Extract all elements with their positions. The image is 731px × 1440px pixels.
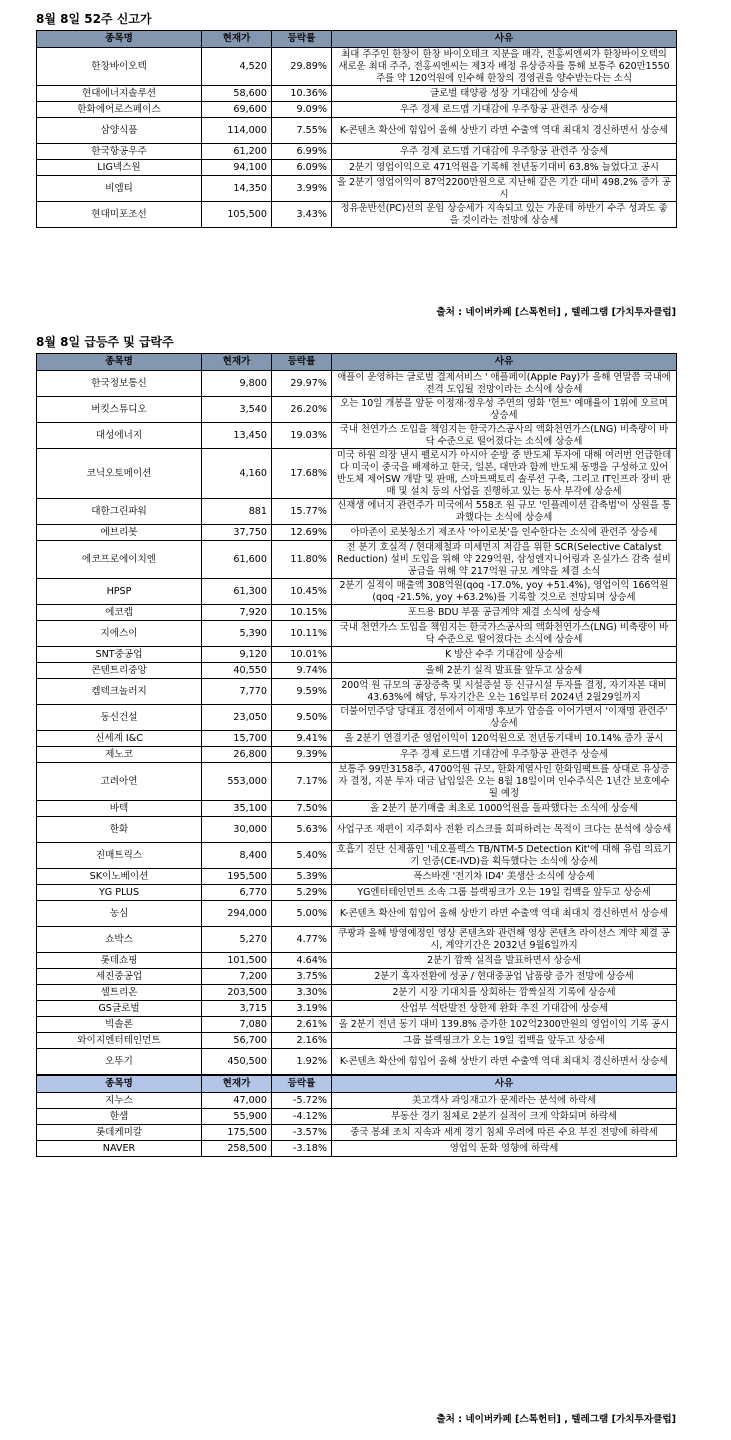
column-header-name: 종목명	[37, 31, 202, 48]
cell-name: 비엠티	[37, 176, 202, 202]
cell-name: 한화에어로스페이스	[37, 102, 202, 118]
cell-rate: 17.68%	[272, 449, 332, 499]
cell-rate: 5.29%	[272, 885, 332, 901]
cell-reason: 애플이 운영하는 글로벌 결제서비스 ' 애플페이(Apple Pay)가 올해 연말쯤 국내에 전격 도입될 전망이라는 소식에 상승세	[332, 371, 677, 397]
cell-reason: 중국 봉쇄 조치 지속과 세계 경기 침체 우려에 따른 수요 부진 전망에 하락세	[332, 1125, 677, 1141]
cell-name: LIG넥스원	[37, 160, 202, 176]
cell-rate: 5.40%	[272, 843, 332, 869]
cell-reason: 200억 원 규모의 공장증축 및 시설증설 등 신규시설 투자를 결정, 자기자본 대비 43.63%에 해당, 투자기간은 오는 16일부터 2024년 2월29일까지	[332, 679, 677, 705]
cell-rate: 2.61%	[272, 1017, 332, 1033]
cell-reason: 신재생 에너지 관련주가 미국에서 558조 원 규모 '인플레이션 감축법'이 상원을 통과했다는 소식에 상승세	[332, 499, 677, 525]
cell-name: 켐텍크놀러지	[37, 679, 202, 705]
cell-price: 13,450	[202, 423, 272, 449]
cell-name: 농심	[37, 901, 202, 927]
cell-price: 4,520	[202, 48, 272, 86]
cell-reason: 쿠팡과 올해 방영예정인 영상 콘텐츠와 관련해 영상 콘텐츠 라이선스 계약 체결 공시, 계약기간은 2032년 9월6일까지	[332, 927, 677, 953]
cell-price: 4,160	[202, 449, 272, 499]
cell-rate: 10.15%	[272, 605, 332, 621]
cell-price: 26,800	[202, 747, 272, 763]
table-row	[37, 663, 677, 679]
table-row	[37, 579, 677, 605]
cell-price: 553,000	[202, 763, 272, 801]
cell-name: SNT중공업	[37, 647, 202, 663]
table-row	[37, 1093, 677, 1109]
cell-price: 30,000	[202, 817, 272, 843]
cell-reason: 산업부 석탄발전 상한제 완화 추진 기대감에 상승세	[332, 1001, 677, 1017]
cell-rate: 7.50%	[272, 801, 332, 817]
cell-price: 58,600	[202, 86, 272, 102]
cell-name: YG PLUS	[37, 885, 202, 901]
section2-title: 8월 8일 급등주 및 급락주	[36, 335, 174, 349]
new-high-table-section	[36, 30, 676, 228]
cell-reason: 국내 천연가스 도입을 책임지는 한국가스공사의 액화천연가스(LNG) 비축량이 바닥 수준으로 떨어졌다는 소식에 상승세	[332, 621, 677, 647]
movers-table-section	[36, 353, 676, 1157]
cell-reason: 영업익 둔화 영향에 하락세	[332, 1141, 677, 1157]
cell-name: 한샘	[37, 1109, 202, 1125]
cell-rate: 5.00%	[272, 901, 332, 927]
cell-name: 진매트릭스	[37, 843, 202, 869]
cell-price: 69,600	[202, 102, 272, 118]
cell-reason: 정유운반선(PC)선의 운임 상승세가 지속되고 있는 가운데 하반기 수주 성과도 좋을 것이라는 전망에 상승세	[332, 202, 677, 228]
cell-name: NAVER	[37, 1141, 202, 1157]
cell-reason: 2분기 깜짝 실적을 발표하면서 상승세	[332, 953, 677, 969]
cell-price: 9,800	[202, 371, 272, 397]
cell-price: 5,390	[202, 621, 272, 647]
cell-name: 삼양식품	[37, 118, 202, 144]
cell-rate: 7.55%	[272, 118, 332, 144]
cell-reason: 오는 10일 개봉을 앞둔 이정재·정우성 주연의 영화 '헌트' 예매율이 1위에 오르며 상승세	[332, 397, 677, 423]
cell-reason: 2분기 시장 기대치를 상회하는 깜짝실적 기록에 상승세	[332, 985, 677, 1001]
table-row	[37, 869, 677, 885]
cell-rate: 12.69%	[272, 525, 332, 541]
cell-reason: 더불어민주당 당대표 경선에서 이재명 후보가 압승을 이어가면서 '이재명 관련주' 상승세	[332, 705, 677, 731]
column-header-name: 종목명	[37, 354, 202, 371]
table-row	[37, 144, 677, 160]
cell-name: SK이노베이션	[37, 869, 202, 885]
cell-name: 제노코	[37, 747, 202, 763]
cell-price: 23,050	[202, 705, 272, 731]
cell-price: 7,920	[202, 605, 272, 621]
cell-name: HPSP	[37, 579, 202, 605]
cell-price: 55,900	[202, 1109, 272, 1125]
cell-rate: 9.39%	[272, 747, 332, 763]
table-row	[37, 371, 677, 397]
table-row	[37, 499, 677, 525]
cell-name: 셀트리온	[37, 985, 202, 1001]
table-row	[37, 525, 677, 541]
cell-name: 에코프로에이치엔	[37, 541, 202, 579]
table-row	[37, 621, 677, 647]
column-header-rate: 등락률	[272, 31, 332, 48]
cell-rate: 9.59%	[272, 679, 332, 705]
cell-reason: 글로벌 태양광 성장 기대감에 상승세	[332, 86, 677, 102]
cell-name: 한화	[37, 817, 202, 843]
cell-reason: YG엔터테인먼트 소속 그룹 블랙핑크가 오는 19일 컴백을 앞두고 상승세	[332, 885, 677, 901]
cell-price: 15,700	[202, 731, 272, 747]
table-row	[37, 1001, 677, 1017]
cell-rate: 9.74%	[272, 663, 332, 679]
cell-price: 258,500	[202, 1141, 272, 1157]
cell-reason: 올해 2분기 실적 발표를 앞두고 상승세	[332, 663, 677, 679]
cell-price: 114,000	[202, 118, 272, 144]
table-row	[37, 985, 677, 1001]
cell-rate: -5.72%	[272, 1093, 332, 1109]
section1-source: 출처 : 네이버카페 [스톡헌터] , 텔레그램 [가치투자클럽]	[436, 307, 676, 318]
column-header-reason: 사유	[332, 31, 677, 48]
section2-source: 출처 : 네이버카페 [스톡헌터] , 텔레그램 [가치투자클럽]	[436, 1414, 676, 1425]
table-row	[37, 449, 677, 499]
cell-name: 쇼박스	[37, 927, 202, 953]
cell-price: 101,500	[202, 953, 272, 969]
cell-reason: 올 2분기 분기매출 최초로 1000억원을 돌파했다는 소식에 상승세	[332, 801, 677, 817]
table-row	[37, 1033, 677, 1049]
table-row	[37, 885, 677, 901]
cell-name: 현대에너지솔루션	[37, 86, 202, 102]
cell-price: 35,100	[202, 801, 272, 817]
table-row	[37, 953, 677, 969]
cell-rate: 10.36%	[272, 86, 332, 102]
cell-reason: 우주 경제 로드맵 기대감에 우주항공 관련주 상승세	[332, 102, 677, 118]
cell-name: GS글로벌	[37, 1001, 202, 1017]
table-header-row	[37, 1076, 677, 1093]
cell-reason: 올 2분기 영업이익이 87억2200만원으로 지난해 같은 기간 대비 498.2% 증가 공시	[332, 176, 677, 202]
cell-rate: 3.75%	[272, 969, 332, 985]
cell-price: 7,770	[202, 679, 272, 705]
cell-price: 61,300	[202, 579, 272, 605]
table-row	[37, 541, 677, 579]
cell-price: 195,500	[202, 869, 272, 885]
cell-rate: -3.57%	[272, 1125, 332, 1141]
cell-rate: 3.43%	[272, 202, 332, 228]
cell-name: 한국정보통신	[37, 371, 202, 397]
cell-name: 에브리봇	[37, 525, 202, 541]
table-row	[37, 48, 677, 86]
cell-reason: 그룹 블랙핑크가 오는 19일 컴백을 앞두고 상승세	[332, 1033, 677, 1049]
cell-rate: 3.19%	[272, 1001, 332, 1017]
cell-price: 3,540	[202, 397, 272, 423]
cell-reason: 포드용 BDU 부품 공급계약 체결 소식에 상승세	[332, 605, 677, 621]
cell-reason: 올 2분기 전년 동기 대비 139.8% 증가한 102억2300만원의 영업이익 기록 공시	[332, 1017, 677, 1033]
cell-rate: 10.45%	[272, 579, 332, 605]
cell-rate: 26.20%	[272, 397, 332, 423]
column-header-name: 종목명	[37, 1076, 202, 1093]
table-row	[37, 927, 677, 953]
table-row	[37, 763, 677, 801]
cell-name: 세진중공업	[37, 969, 202, 985]
cell-reason: 아마존이 로봇청소기 제조사 '아이로봇'을 인수한다는 소식에 관련주 상승세	[332, 525, 677, 541]
cell-name: 코닉오토메이션	[37, 449, 202, 499]
column-header-price: 현재가	[202, 354, 272, 371]
cell-price: 294,000	[202, 901, 272, 927]
cell-rate: 2.16%	[272, 1033, 332, 1049]
cell-rate: 7.17%	[272, 763, 332, 801]
table-row	[37, 647, 677, 663]
cell-rate: -4.12%	[272, 1109, 332, 1125]
table-row	[37, 202, 677, 228]
table-header-row	[37, 354, 677, 371]
cell-price: 37,750	[202, 525, 272, 541]
table-row	[37, 969, 677, 985]
cell-price: 105,500	[202, 202, 272, 228]
cell-price: 450,500	[202, 1049, 272, 1075]
cell-name: 콘텐트리중앙	[37, 663, 202, 679]
table-header-row	[37, 31, 677, 48]
cell-rate: 19.03%	[272, 423, 332, 449]
table-row	[37, 801, 677, 817]
table-row	[37, 1125, 677, 1141]
cell-price: 61,200	[202, 144, 272, 160]
column-header-price: 현재가	[202, 1076, 272, 1093]
column-header-reason: 사유	[332, 1076, 677, 1093]
cell-rate: 9.41%	[272, 731, 332, 747]
table-row	[37, 1049, 677, 1075]
cell-rate: 4.77%	[272, 927, 332, 953]
cell-name: 현대미포조선	[37, 202, 202, 228]
cell-name: 한창바이오텍	[37, 48, 202, 86]
decliners-table	[36, 1075, 677, 1157]
cell-name: 버킷스튜디오	[37, 397, 202, 423]
cell-rate: 10.11%	[272, 621, 332, 647]
column-header-price: 현재가	[202, 31, 272, 48]
cell-name: 고려아연	[37, 763, 202, 801]
cell-reason: 전 분기 호실적 / 현대제철과 미세먼지 저감을 위한 SCR(Selective Catalyst Reduction) 설비 도입을 위해 약 229억원, 삼성엔지니어링과 온실가스 감축 설비 공급을 위해 약 217억원 규모 계약을 체결 소식	[332, 541, 677, 579]
table-row	[37, 1109, 677, 1125]
cell-price: 61,600	[202, 541, 272, 579]
cell-name: 신세계 I&C	[37, 731, 202, 747]
cell-reason: 최대 주주인 한창이 한창 바이오테크 지분을 매각, 전홍씨엔씨가 한창바이오텍의 새로운 최대 주주, 전홍씨엔씨는 제3자 배정 유상증자를 통해 보통주 620만1550주를 약 120억원에 인수해 한창의 경영권을 양수받는다는 소식	[332, 48, 677, 86]
table-row	[37, 679, 677, 705]
table-row	[37, 731, 677, 747]
cell-reason: 보통주 99만3158주, 4700억원 규모, 한화계열사인 한화임팩트를 상대로 유상증자 결정, 지분 투자 대금 납입일은 오는 8월 18일이며 인수주식은 1년간 보호예수될 예정	[332, 763, 677, 801]
cell-price: 7,080	[202, 1017, 272, 1033]
cell-price: 175,500	[202, 1125, 272, 1141]
cell-reason: 우주 경제 로드맵 기대감에 우주항공 관련주 상승세	[332, 144, 677, 160]
table-row	[37, 118, 677, 144]
cell-price: 14,350	[202, 176, 272, 202]
cell-rate: 6.99%	[272, 144, 332, 160]
cell-reason: 부동산 경기 침체로 2분기 실적이 크게 악화되며 하락세	[332, 1109, 677, 1125]
table-row	[37, 817, 677, 843]
table-row	[37, 747, 677, 763]
cell-name: 대성에너지	[37, 423, 202, 449]
cell-rate: 29.97%	[272, 371, 332, 397]
cell-price: 3,715	[202, 1001, 272, 1017]
cell-reason: K-콘텐츠 확산에 힘입어 올해 상반기 라면 수출액 역대 최대치 경신하면서 상승세	[332, 901, 677, 927]
cell-name: 지누스	[37, 1093, 202, 1109]
table-row	[37, 901, 677, 927]
table-row	[37, 176, 677, 202]
stocks-table	[36, 30, 677, 228]
table-row	[37, 1141, 677, 1157]
cell-reason: 폭스바겐 '전기차 ID4' 美생산 소식에 상승세	[332, 869, 677, 885]
table-row	[37, 1017, 677, 1033]
cell-rate: 10.01%	[272, 647, 332, 663]
cell-name: 롯데쇼핑	[37, 953, 202, 969]
cell-price: 9,120	[202, 647, 272, 663]
cell-reason: K 방산 수주 기대감에 상승세	[332, 647, 677, 663]
cell-name: 동신건설	[37, 705, 202, 731]
cell-rate: 29.89%	[272, 48, 332, 86]
cell-name: 빅솔론	[37, 1017, 202, 1033]
cell-name: 오뚜기	[37, 1049, 202, 1075]
table-row	[37, 86, 677, 102]
cell-price: 7,200	[202, 969, 272, 985]
cell-price: 881	[202, 499, 272, 525]
cell-reason: 국내 천연가스 도입을 책임지는 한국가스공사의 액화천연가스(LNG) 비축량이 바닥 수준으로 떨어졌다는 소식에 상승세	[332, 423, 677, 449]
cell-rate: 15.77%	[272, 499, 332, 525]
cell-reason: 사업구조 재편이 지주회사 전환 리스크를 회피하려는 목적이 크다는 분석에 상승세	[332, 817, 677, 843]
cell-price: 47,000	[202, 1093, 272, 1109]
cell-reason: 2분기 영업이익으로 471억원을 기록해 전년동기대비 63.8% 늘었다고 공시	[332, 160, 677, 176]
cell-name: 에코캡	[37, 605, 202, 621]
cell-rate: 11.80%	[272, 541, 332, 579]
table-row	[37, 843, 677, 869]
cell-name: 대한그린파워	[37, 499, 202, 525]
cell-price: 56,700	[202, 1033, 272, 1049]
cell-price: 6,770	[202, 885, 272, 901]
table-row	[37, 102, 677, 118]
cell-name: 와이지엔터테인먼트	[37, 1033, 202, 1049]
cell-reason: 미국 하원 의장 낸시 펠로시가 아시아 순방 중 반도체 투자에 대해 여러번 언급한데다 미국이 중국을 배제하고 한국, 일본, 대만과 함께 반도체 동맹을 구성하고 있어 반도체 제어SW 개발 및 판매, 스마트팩토리 솔루션 구축, 그리고 IT인프라 장비 판매 및 설치 등의 사업을 진행하고 있는 동사 부각에 상승세	[332, 449, 677, 499]
cell-reason: K-콘텐츠 확산에 힘입어 올해 상반기 라면 수출액 역대 최대치 경신하면서 상승세	[332, 118, 677, 144]
table-row	[37, 605, 677, 621]
table-row	[37, 705, 677, 731]
cell-reason: 우주 경제 로드맵 기대감에 우주항공 관련주 상승세	[332, 747, 677, 763]
cell-reason: 2분기 실적이 매출액 308억원(qoq -17.0%, yoy +51.4%), 영업이익 166억원(qoq -21.5%, yoy +63.2%)를 기록할 것으로 전망되며 상승세	[332, 579, 677, 605]
cell-name: 지에스이	[37, 621, 202, 647]
cell-name: 바텍	[37, 801, 202, 817]
cell-rate: 9.50%	[272, 705, 332, 731]
cell-price: 94,100	[202, 160, 272, 176]
column-header-rate: 등락률	[272, 1076, 332, 1093]
cell-name: 한국항공우주	[37, 144, 202, 160]
cell-reason: 올 2분기 연결기준 영업이익이 120억원으로 전년동기대비 10.14% 증가 공시	[332, 731, 677, 747]
table-row	[37, 423, 677, 449]
cell-reason: 호흡기 진단 신제품인 '네오플렉스 TB/NTM-5 Detection Kit'에 대해 유럽 의료기기 인증(CE-IVD)을 획득했다는 소식에 상승세	[332, 843, 677, 869]
cell-rate: 6.09%	[272, 160, 332, 176]
cell-price: 5,270	[202, 927, 272, 953]
cell-price: 40,550	[202, 663, 272, 679]
cell-rate: 3.99%	[272, 176, 332, 202]
cell-price: 8,400	[202, 843, 272, 869]
cell-reason: K-콘텐츠 확산에 힘입어 올해 상반기 라면 수출액 역대 최대치 경신하면서 상승세	[332, 1049, 677, 1075]
cell-reason: 美고객사 과잉재고가 문제라는 분석에 하락세	[332, 1093, 677, 1109]
cell-rate: 9.09%	[272, 102, 332, 118]
section1-title: 8월 8일 52주 신고가	[36, 12, 152, 26]
table-row	[37, 160, 677, 176]
cell-rate: -3.18%	[272, 1141, 332, 1157]
cell-rate: 4.64%	[272, 953, 332, 969]
column-header-reason: 사유	[332, 354, 677, 371]
cell-rate: 5.63%	[272, 817, 332, 843]
table-row	[37, 397, 677, 423]
cell-rate: 3.30%	[272, 985, 332, 1001]
cell-reason: 2분기 흑자전환에 성공 / 현대중공업 납품량 증가 전망에 상승세	[332, 969, 677, 985]
cell-rate: 1.92%	[272, 1049, 332, 1075]
stocks-table	[36, 353, 677, 1075]
cell-price: 203,500	[202, 985, 272, 1001]
cell-rate: 5.39%	[272, 869, 332, 885]
cell-name: 롯데케미칼	[37, 1125, 202, 1141]
column-header-rate: 등락률	[272, 354, 332, 371]
